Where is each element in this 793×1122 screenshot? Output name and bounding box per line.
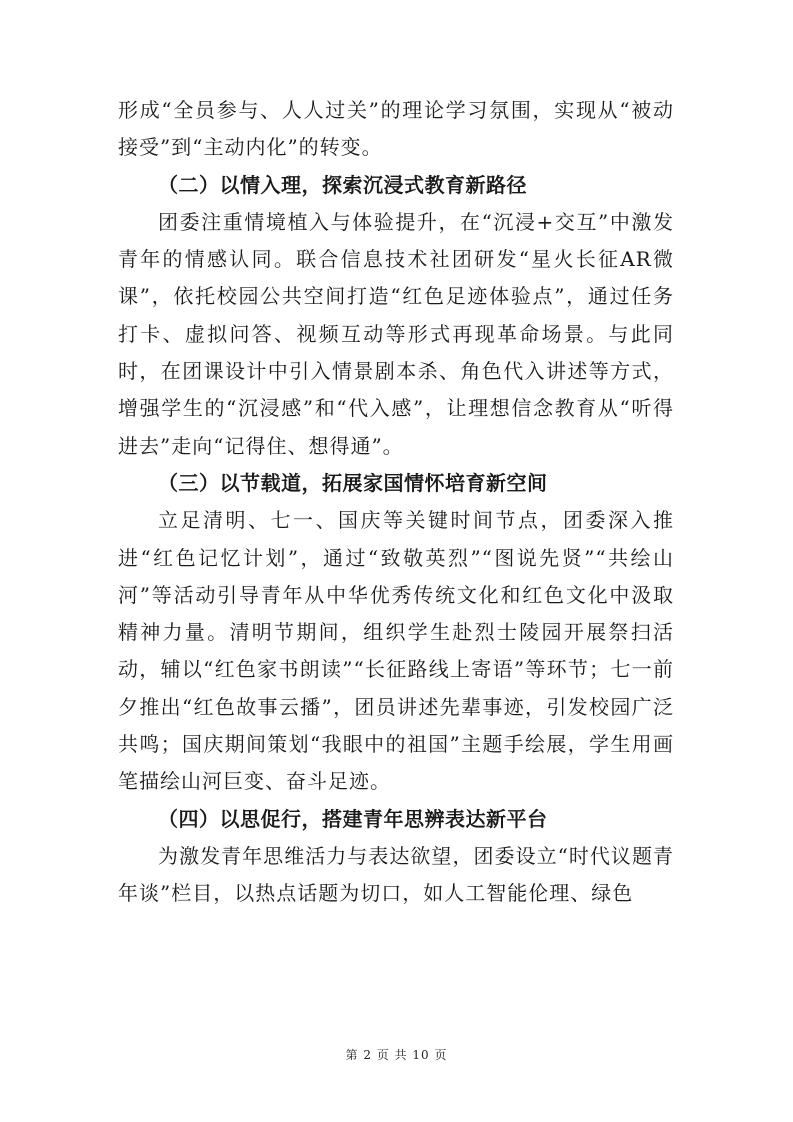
document-body: [118, 92, 674, 913]
section-heading-2: （二）以情入理，探索沉浸式教育新路径: [158, 172, 527, 197]
paragraph-continued: 形成“全员参与、人人过关”的理论学习氛围，实现从“被动接受”到“主动内化”的转变。: [118, 98, 674, 160]
page-footer: 第 2 页 共 10 页: [345, 1048, 448, 1062]
paragraph-section-4: 为激发青年思维活力与表达欲望，团委设立“时代议题青年谈”栏目，以热点话题为切口，如人工智能伦理、绿色: [118, 843, 674, 906]
paragraph-section-2: 团委注重情境植入与体验提升，在“沉浸+交互”中激发青年的情感认同。联合信息技术社团研发“星火长征AR微课”，依托校园公共空间打造“红色足迹体验点”，通过任务打卡、虚拟问答、视频互动等形式再现革命场景。与此同时，在团课设计中引入情景剧本杀、角色代入讲述等方式，增强学生的“沉浸感”和“代入感”，让理想信念教育从“听得进去”走向“记得住、想得通”。: [118, 209, 674, 458]
section-heading-3: （三）以节载道，拓展家国情怀培育新空间: [158, 470, 548, 495]
paragraph-section-3: 立足清明、七一、国庆等关键时间节点，团委深入推进“红色记忆计划”，通过“致敬英烈”“图说先贤”“共绘山河”等活动引导青年从中华优秀传统文化和红色文化中汲取精神力量。清明节期间，组织学生赴烈士陵园开展祭扫活动，辅以“红色家书朗读”“长征路线上寄语”等环节；七一前夕推出“红色故事云播”，团员讲述先辈事迹，引发校园广泛共鸣；国庆期间策划“我眼中的祖国”主题手绘展，学生用画笔描绘山河巨变、奋斗足迹。: [118, 508, 674, 794]
section-heading-4: （四）以思促行，搭建青年思辨表达新平台: [158, 806, 548, 831]
